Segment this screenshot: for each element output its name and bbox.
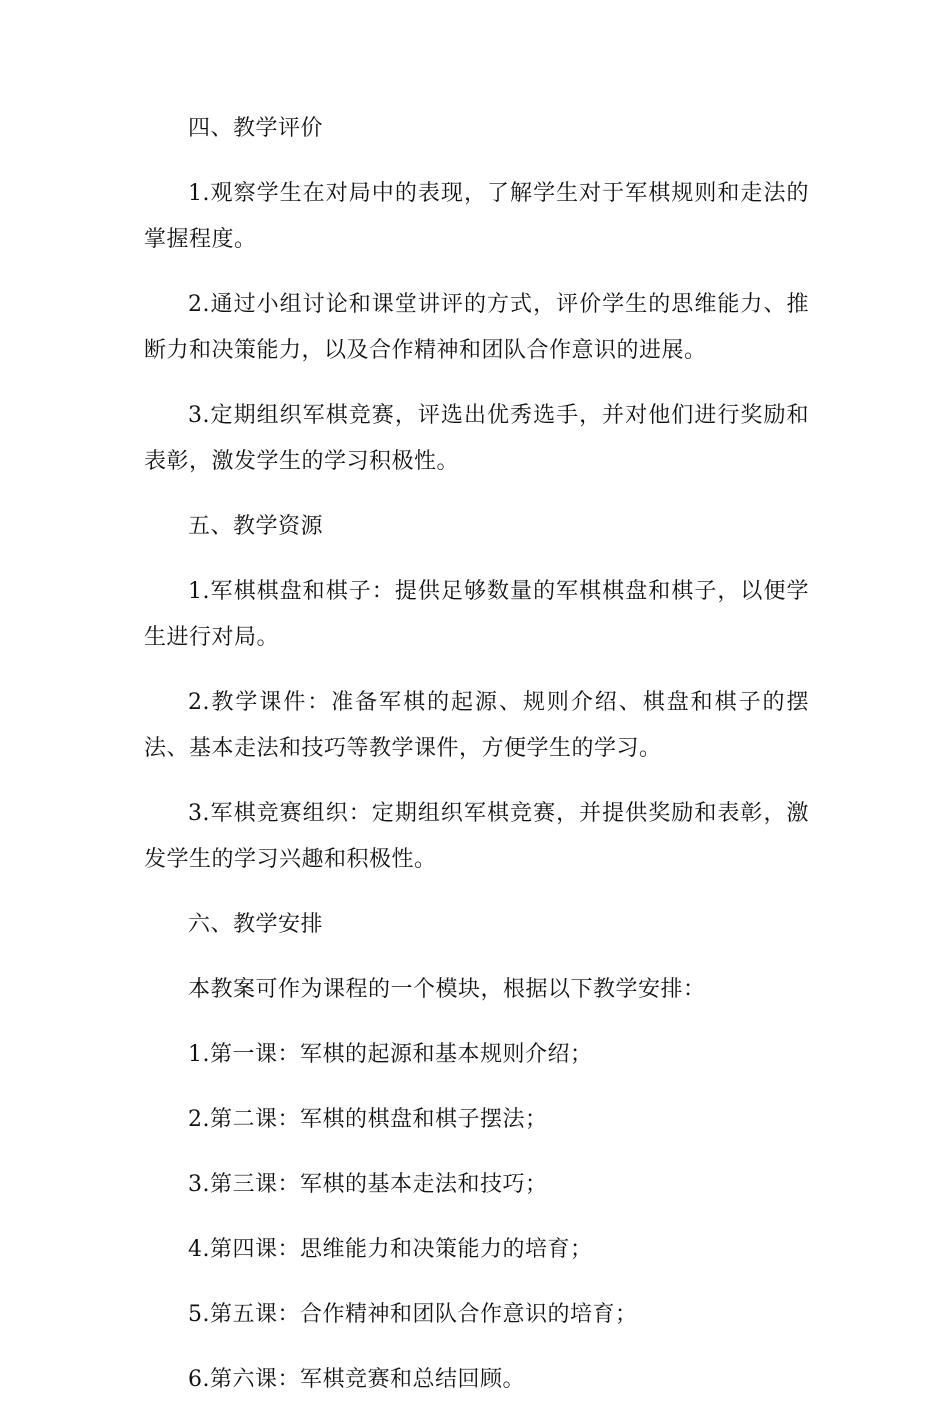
list-item: 3.第三课：军棋的基本走法和技巧；: [188, 1172, 548, 1197]
list-item: 4.第四课：思维能力和决策能力的培育；: [188, 1237, 593, 1262]
paragraph: 2.通过小组讨论和课堂讲评的方式，评价学生的思维能力、推断力和决策能力，以及合作精神和团队合作意识的进展。: [144, 292, 809, 363]
list-item: 1.第一课：军棋的起源和基本规则介绍；: [188, 1042, 593, 1067]
paragraph: 2.教学课件：准备军棋的起源、规则介绍、棋盘和棋子的摆法、基本走法和技巧等教学课件，方便学生的学习。: [144, 690, 809, 761]
paragraph: 3.军棋竞赛组织：定期组织军棋竞赛，并提供奖励和表彰，激发学生的学习兴趣和积极性。: [144, 801, 809, 872]
section-heading-resources: 五、教学资源: [188, 514, 324, 539]
paragraph: 1.观察学生在对局中的表现，了解学生对于军棋规则和走法的掌握程度。: [144, 181, 809, 252]
paragraph: 1.军棋棋盘和棋子：提供足够数量的军棋棋盘和棋子，以便学生进行对局。: [144, 579, 809, 650]
list-item: 6.第六课：军棋竞赛和总结回顾。: [188, 1367, 525, 1392]
section-heading-schedule: 六、教学安排: [188, 912, 324, 937]
document-body: [144, 106, 809, 1422]
paragraph: 3.定期组织军棋竞赛，评选出优秀选手，并对他们进行奖励和表彰，激发学生的学习积极性。: [144, 403, 809, 474]
section-heading-evaluation: 四、教学评价: [188, 116, 324, 141]
paragraph: 本教案可作为课程的一个模块，根据以下教学安排：: [188, 977, 706, 1002]
list-item: 5.第五课：合作精神和团队合作意识的培育；: [188, 1302, 638, 1327]
list-item: 2.第二课：军棋的棋盘和棋子摆法；: [188, 1107, 548, 1132]
